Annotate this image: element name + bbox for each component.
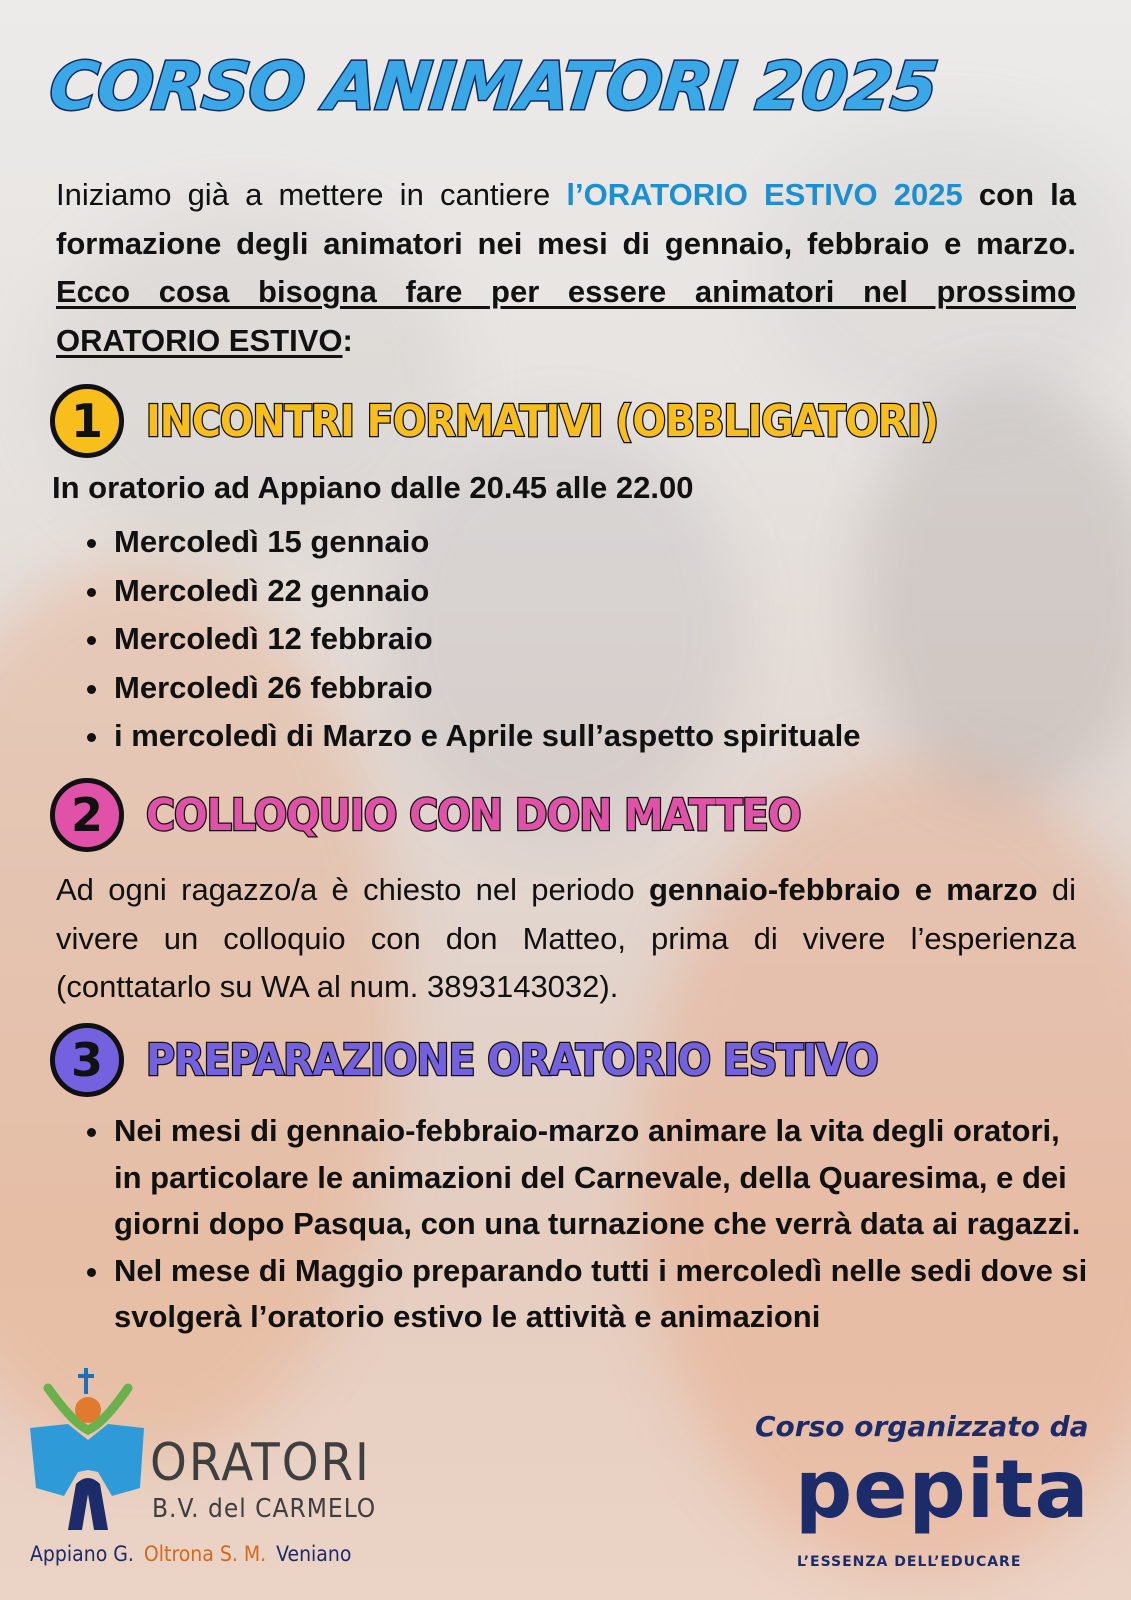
intro-text: Iniziamo già a mettere in cantiere <box>56 177 567 212</box>
org-name: ORATORI <box>150 1433 371 1493</box>
intro-paragraph <box>56 171 1076 365</box>
list-item: • Mercoledì 12 febbraio <box>112 615 860 664</box>
intro-bold-text: con la formazione degli animatori nei mesi di gennaio, febbraio e marzo. <box>56 177 1076 261</box>
place-veniano: Veniano <box>276 1542 352 1566</box>
section-3-number-badge: 3 <box>50 1023 124 1097</box>
section-3-header <box>50 1012 878 1108</box>
section-3-list <box>78 1108 1092 1341</box>
intro-colon: : <box>342 322 353 358</box>
section-1-list <box>78 518 860 761</box>
list-item: • Mercoledì 22 gennaio <box>112 567 860 616</box>
section-1-title: INCONTRI FORMATIVI (OBBLIGATORI) <box>146 395 938 447</box>
section-3-title: PREPARAZIONE ORATORIO ESTIVO <box>146 1034 878 1086</box>
section-2-header <box>50 767 800 863</box>
intro-highlight: l’ORATORIO ESTIVO 2025 <box>566 177 963 212</box>
org-subtitle: B.V. del CARMELO <box>152 1494 377 1524</box>
org-places <box>30 1542 351 1566</box>
list-item: • Nel mese di Maggio preparando tutti i mercoledì nelle sedi dove si svolgerà l’oratorio estivo le attività e animazioni <box>112 1248 1092 1341</box>
organized-by-label: Corso organizzato da <box>755 1410 1089 1443</box>
list-item: • Nei mesi di gennaio-febbraio-marzo animare la vita degli oratori, in particolare le animazioni del Carnevale, della Quaresima, e dei giorni dopo Pasqua, con una turnazione che verrà data ai ragazzi. <box>112 1108 1092 1248</box>
section-2-text-end: di vivere un colloquio con don Matteo, prima di vivere l’esperienza (conttatarlo su WA al num. 3893143032). <box>56 872 1077 1004</box>
section-2-title: COLLOQUIO CON DON MATTEO <box>146 789 801 841</box>
place-oltrona: Oltrona S. M. <box>143 1542 267 1566</box>
section-2-number-badge: 2 <box>50 778 124 852</box>
section-1-number-badge: 1 <box>50 384 124 458</box>
intro-underlined-text: Ecco cosa bisogna fare per essere animatori nel prossimo ORATORIO ESTIVO <box>56 274 1076 358</box>
section-2-text: Ad ogni ragazzo/a è chiesto nel periodo <box>56 872 649 907</box>
oratori-logo-icon <box>28 1368 148 1538</box>
section-2-bold-text: gennaio-febbraio e marzo <box>648 872 1038 907</box>
list-item: • Mercoledì 26 febbraio <box>112 664 860 713</box>
section-2-paragraph <box>56 866 1076 1012</box>
pepita-tagline: L’ESSENZA DELL’EDUCARE <box>797 1554 1022 1570</box>
list-item: • Mercoledì 15 gennaio <box>112 518 860 567</box>
section-1-subtitle: In oratorio ad Appiano dalle 20.45 alle 22.00 <box>52 470 694 505</box>
list-item: • i mercoledì di Marzo e Aprile sull’aspetto spirituale <box>112 712 860 761</box>
page-title: CORSO ANIMATORI 2025 <box>45 48 941 125</box>
section-1-header <box>50 373 938 469</box>
place-appiano: Appiano G. <box>30 1542 134 1566</box>
pepita-logo: pepita <box>795 1443 1090 1536</box>
